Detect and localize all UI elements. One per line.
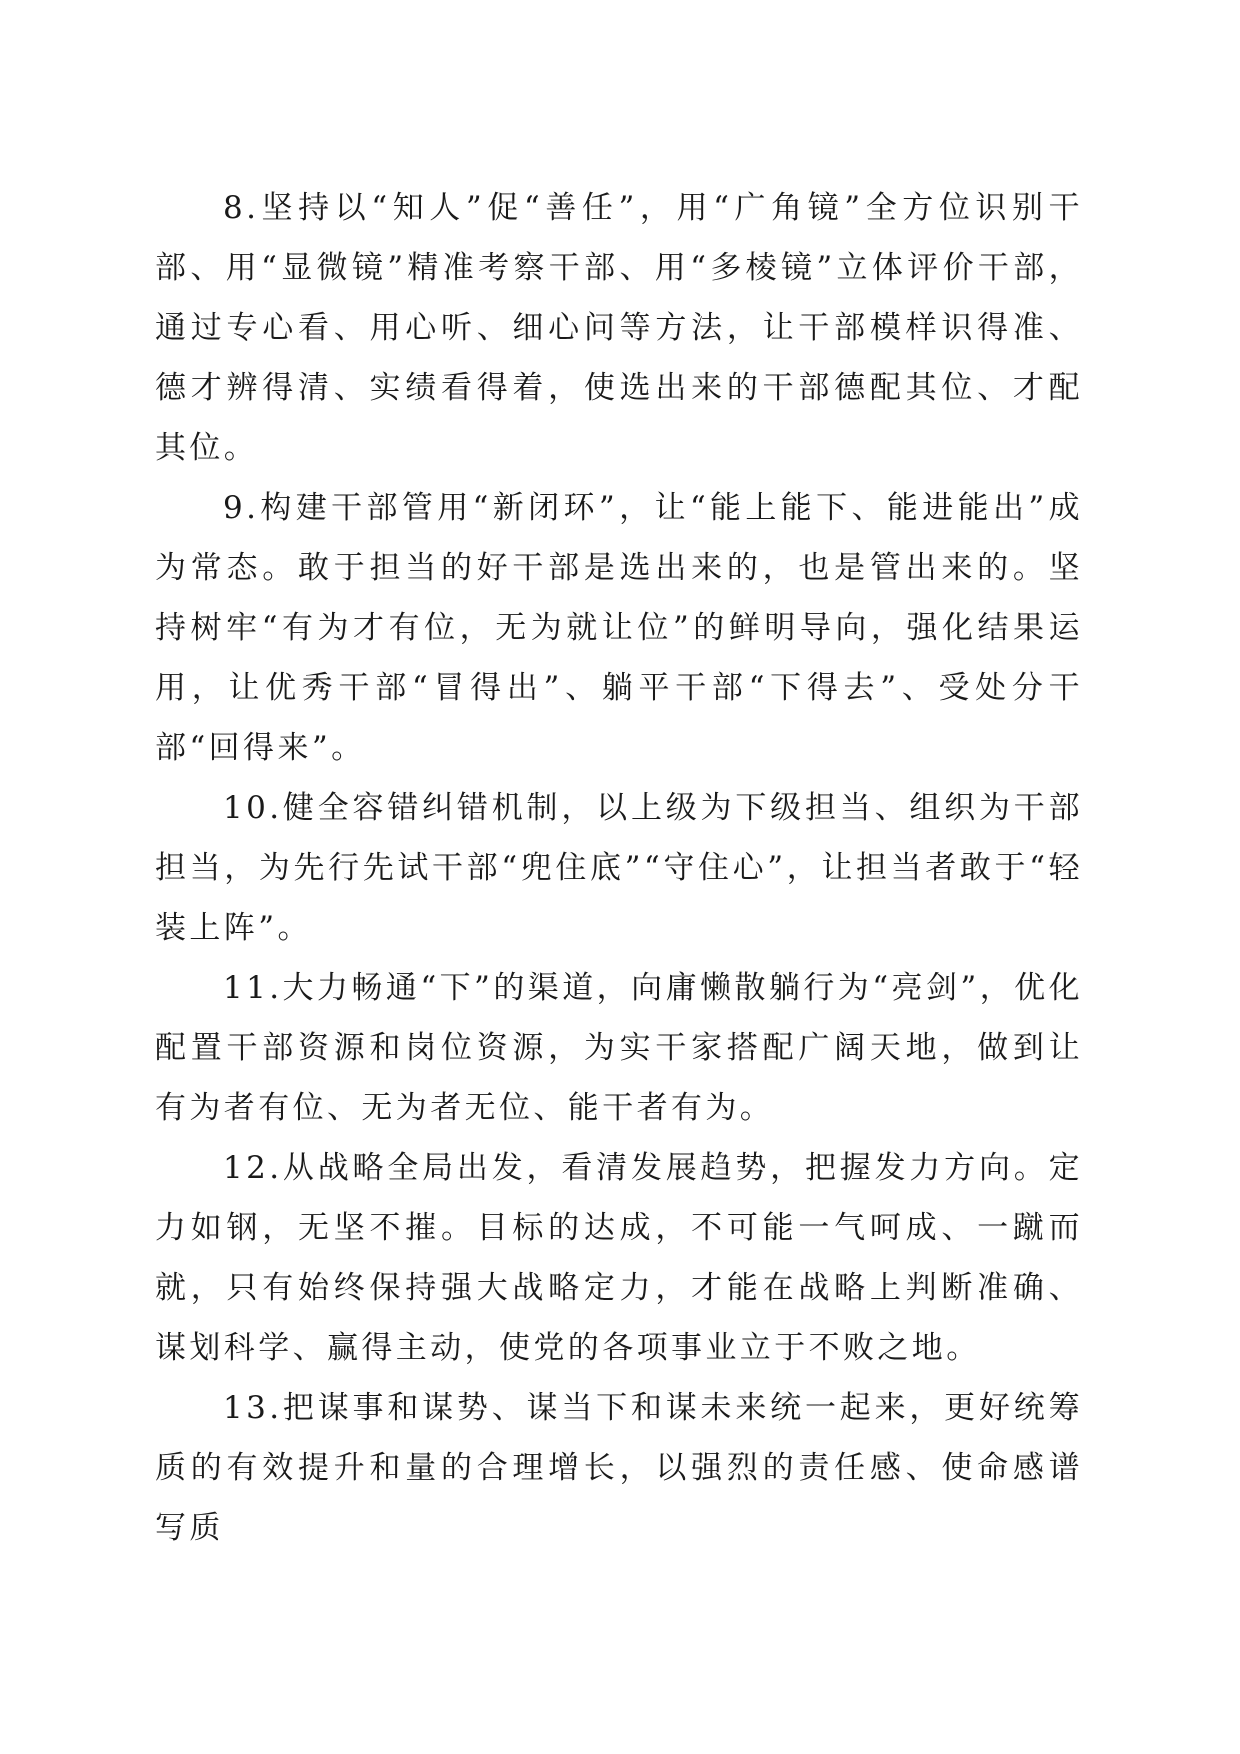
paragraph-13: 13.把谋事和谋势、谋当下和谋未来统一起来，更好统筹质的有效提升和量的合理增长，以强烈的责任感、使命感谱写质 bbox=[155, 1390, 1083, 1546]
paragraph-10: 10.健全容错纠错机制，以上级为下级担当、组织为干部担当，为先行先试干部“兜住底”“守住心”，让担当者敢于“轻装上阵”。 bbox=[155, 790, 1083, 946]
paragraph-12: 12.从战略全局出发，看清发展趋势，把握发力方向。定力如钢，无坚不摧。目标的达成，不可能一气呵成、一蹴而就，只有始终保持强大战略定力，才能在战略上判断准确、谋划科学、赢得主动，使党的各项事业立于不败之地。 bbox=[155, 1150, 1083, 1366]
paragraph-11: 11.大力畅通“下”的渠道，向庸懒散躺行为“亮剑”，优化配置干部资源和岗位资源，为实干家搭配广阔天地，做到让有为者有位、无为者无位、能干者有为。 bbox=[155, 970, 1083, 1126]
paragraph-8: 8.坚持以“知人”促“善任”，用“广角镜”全方位识别干部、用“显微镜”精准考察干部、用“多棱镜”立体评价干部，通过专心看、用心听、细心问等方法，让干部模样识得准、德才辨得清、实绩看得着，使选出来的干部德配其位、才配其位。 bbox=[155, 190, 1083, 466]
paragraph-9: 9.构建干部管用“新闭环”，让“能上能下、能进能出”成为常态。敢于担当的好干部是选出来的，也是管出来的。坚持树牢“有为才有位，无为就让位”的鲜明导向，强化结果运用，让优秀干部“冒得出”、躺平干部“下得去”、受处分干部“回得来”。 bbox=[155, 490, 1083, 766]
document-body bbox=[155, 178, 1083, 1558]
